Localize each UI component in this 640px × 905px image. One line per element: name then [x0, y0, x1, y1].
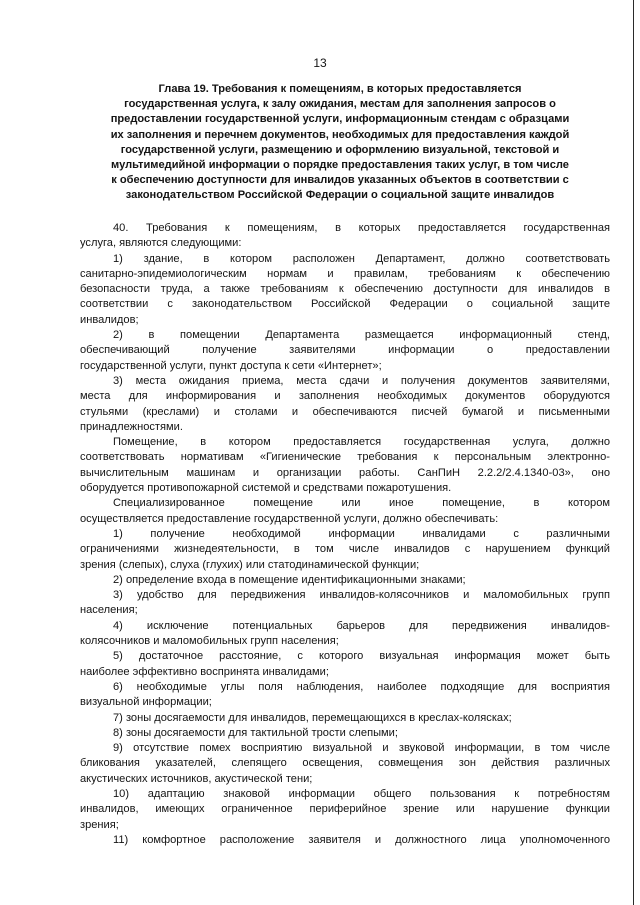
body-text-line: Специализированное помещение или иное помещение, в котором	[113, 497, 610, 510]
body-text-line: зрения (слепых), слуха (глухих) или статодинамической функции;	[80, 558, 420, 571]
page-number: 13	[313, 56, 327, 70]
body-text	[80, 221, 610, 848]
body-text-line: обеспечивающий получение заявителями информации о предоставлении	[80, 344, 610, 357]
body-text-line: вычислительным машинам и организации работы. СанПиН 2.2.2/2.4.1340-03», оно	[80, 466, 610, 479]
body-text-line: инвалидов;	[80, 313, 139, 326]
body-text-line: 11) комфортное расположение заявителя и должностного лица уполномоченного	[113, 833, 610, 846]
body-text-line: оборудуется противопожарной системой и средствами пожаротушения.	[80, 482, 452, 495]
body-text-line: принадлежностями.	[80, 420, 183, 433]
body-text-line: бликования указателей, слепящего освещения, совмещения зон действия различных	[80, 757, 610, 770]
body-text-line: 3) места ожидания приема, места сдачи и получения документов заявителями,	[113, 374, 610, 387]
body-text-line: 5) достаточное расстояние, с которого визуальная информация может быть	[113, 650, 610, 663]
chapter-title-line: к обеспечению доступности для инвалидов указанных объектов в соответствии с	[111, 174, 569, 187]
body-text-line: 10) адаптацию знаковой информации общего пользования к потребностям	[113, 787, 610, 800]
body-text-line: соответствовать нормативам «Гигиенические требования к персональным электронно-	[80, 451, 610, 464]
chapter-title-line: законодательством Российской Федерации о социальной защите инвалидов	[125, 189, 555, 202]
body-text-line: государственной услуги, пункт доступа к сети «Интернет»;	[80, 359, 382, 372]
chapter-title-line: государственной услуги, размещению и оформлению визуальной, текстовой и	[120, 143, 560, 156]
chapter-title-line: государственная услуга, к залу ожидания, местам для заполнения запросов о	[124, 98, 556, 111]
body-text-line: 7) зоны досягаемости для инвалидов, перемещающихся в креслах-колясках;	[113, 711, 512, 724]
body-text-line: колясочников и маломобильных групп населения;	[80, 635, 339, 648]
body-text-line: услуга, являются следующими:	[80, 237, 242, 250]
body-text-line: безопасности труда, а также требованиям к обеспечению доступности для инвалидов в	[80, 283, 610, 296]
chapter-title-line: Глава 19. Требования к помещениям, в которых предоставляется	[158, 83, 522, 95]
body-text-line: соответствии с законодательством Российской Федерации о социальной защите	[80, 298, 610, 311]
chapter-title-line: мультимедийной информации о порядке предоставления таких услуг, в том числе	[111, 159, 569, 172]
body-text-line: 6) необходимые углы поля наблюдения, наиболее подходящие для восприятия	[113, 680, 610, 693]
body-text-line: места для информирования и заполнения необходимых документов оборудуются	[80, 390, 610, 403]
body-text-line: 2) определение входа в помещение идентификационными знаками;	[113, 573, 466, 586]
body-text-line: 1) получение необходимой информации инвалидами с различными	[113, 527, 610, 540]
body-text-line: осуществляется предоставление государственной услуги, должно обеспечивать:	[80, 512, 499, 525]
body-text-line: Помещение, в котором предоставляется государственная услуга, должно	[113, 436, 610, 449]
body-text-line: 40. Требования к помещениям, в которых предоставляется государственная	[113, 222, 610, 234]
chapter-title-line: предоставлении государственной услуги, информационным стендам с образцами	[110, 113, 570, 126]
body-text-line: визуальной информации;	[80, 696, 212, 709]
body-text-line: 3) удобство для передвижения инвалидов-колясочников и маломобильных групп	[113, 589, 610, 602]
body-text-line: наиболее эффективно воспринята инвалидами;	[80, 665, 329, 678]
scan-edge-line	[633, 0, 634, 905]
chapter-title	[70, 82, 610, 204]
body-text-line: зрения;	[80, 818, 119, 831]
body-text-line: акустических источников, акустической тени;	[80, 772, 313, 785]
body-text-line: ограничениями жизнедеятельности, в том числе инвалидов с нарушением функций	[80, 543, 610, 556]
body-text-line: населения;	[80, 604, 138, 617]
body-text-line: инвалидов, имеющих ограниченное периферийное зрение или нарушение функции	[80, 803, 610, 816]
body-text-line: 8) зоны досягаемости для тактильной трости слепыми;	[113, 726, 398, 739]
body-text-line: 9) отсутствие помех восприятию визуальной и звуковой информации, в том числе	[113, 742, 610, 755]
body-text-line: стульями (креслами) и столами и обеспечиваются писчей бумагой и письменными	[80, 405, 610, 418]
body-text-line: 1) здание, в котором расположен Департамент, должно соответствовать	[113, 252, 610, 265]
chapter-title-line: их заполнения и перечнем документов, необходимых для предоставления каждой	[110, 128, 570, 141]
body-text-line: 4) исключение потенциальных барьеров для передвижения инвалидов-	[113, 619, 610, 632]
body-text-line: 2) в помещении Департамента размещается информационный стенд,	[113, 329, 610, 342]
body-text-line: санитарно-эпидемиологическим нормам и правилам, требованиям к обеспечению	[80, 267, 610, 280]
